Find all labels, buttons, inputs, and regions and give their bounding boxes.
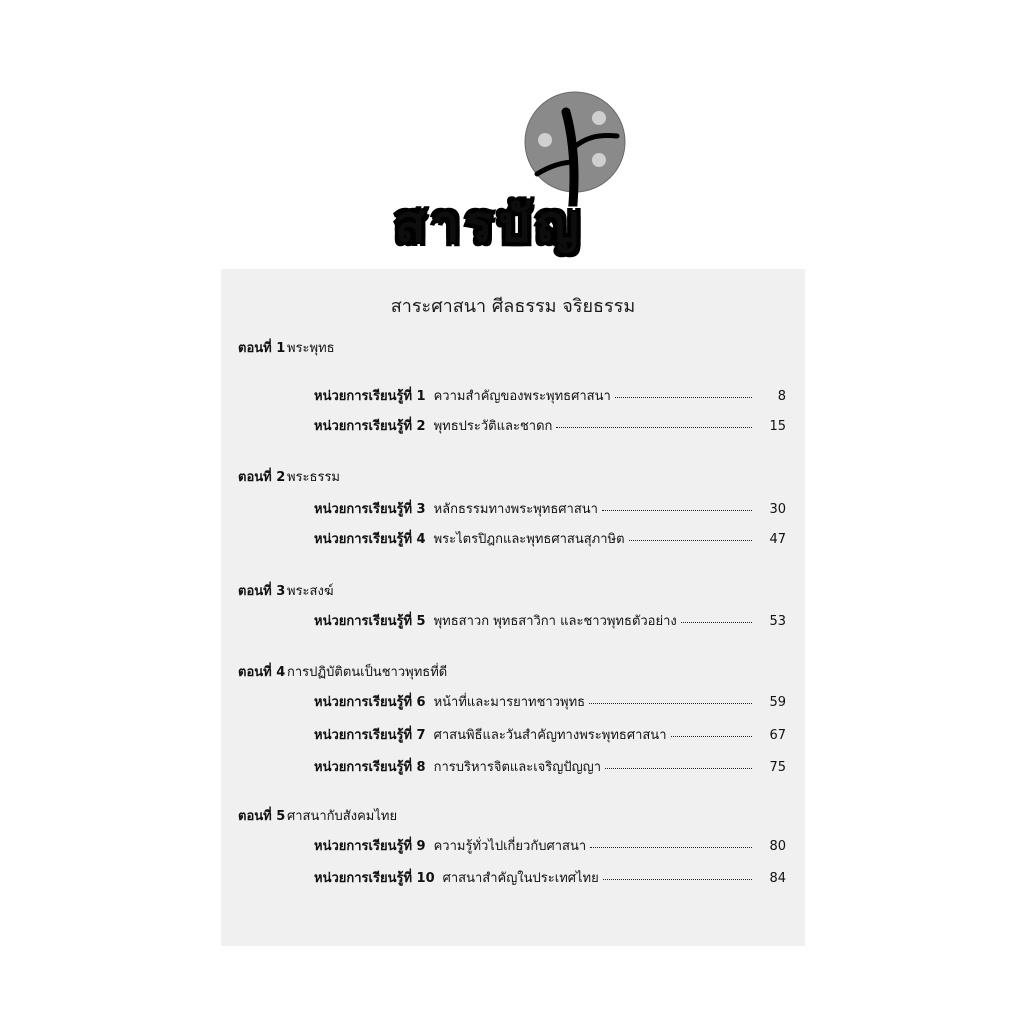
page-number: 84 [769, 871, 786, 886]
unit-label: หน่วยการเรียนรู้ที่ 10 [314, 871, 435, 886]
page-number: 80 [769, 839, 786, 854]
unit-title: พุทธสาวก พุทธสาวิกา และชาวพุทธตัวอย่าง [433, 614, 677, 629]
toc-entry[interactable] [314, 528, 786, 548]
toc-entry[interactable] [314, 867, 786, 887]
part-title: พระสงฆ์ [287, 584, 334, 599]
unit-title: ศาสนพิธีและวันสำคัญทางพระพุทธศาสนา [433, 728, 667, 743]
page-number: 67 [769, 728, 786, 743]
part-title: ศาสนากับสังคมไทย [287, 809, 398, 824]
unit-title: หลักธรรมทางพระพุทธศาสนา [433, 502, 598, 517]
unit-title: หน้าที่และมารยาทชาวพุทธ [433, 695, 586, 710]
toc-panel [221, 269, 805, 946]
toc-entry[interactable] [314, 691, 786, 711]
toc-entry[interactable] [314, 498, 786, 518]
unit-label: หน่วยการเรียนรู้ที่ 3 [314, 502, 426, 517]
part-label: ตอนที่ 4 [238, 665, 286, 680]
toc-entry[interactable] [314, 610, 786, 630]
unit-label: หน่วยการเรียนรู้ที่ 5 [314, 614, 426, 629]
part-title: พระพุทธ [287, 341, 335, 356]
part-label: ตอนที่ 2 [238, 470, 286, 485]
part-label: ตอนที่ 1 [238, 341, 286, 356]
dot-leader [603, 879, 752, 880]
dot-leader [629, 540, 752, 541]
unit-title: การบริหารจิตและเจริญปัญญา [433, 760, 602, 775]
page-number: 8 [777, 389, 786, 404]
dot-leader [589, 703, 752, 704]
unit-label: หน่วยการเรียนรู้ที่ 9 [314, 839, 426, 854]
unit-label: หน่วยการเรียนรู้ที่ 8 [314, 760, 426, 775]
unit-title: พุทธประวัติและชาดก [433, 419, 553, 434]
toc-entry[interactable] [314, 415, 786, 435]
dot-leader [602, 510, 752, 511]
page-number: 53 [769, 614, 786, 629]
unit-label: หน่วยการเรียนรู้ที่ 6 [314, 695, 426, 710]
dot-leader [681, 622, 752, 623]
unit-title: ความสำคัญของพระพุทธศาสนา [433, 389, 611, 404]
dot-leader [590, 847, 752, 848]
part-title: พระธรรม [287, 470, 341, 485]
page-number: 15 [769, 419, 786, 434]
unit-label: หน่วยการเรียนรู้ที่ 2 [314, 419, 426, 434]
toc-entry[interactable] [314, 385, 786, 405]
dot-leader [671, 736, 753, 737]
page-number: 30 [769, 502, 786, 517]
toc-entry[interactable] [314, 835, 786, 855]
page-title: สารบัญ [395, 195, 585, 253]
unit-title: พระไตรปิฎกและพุทธศาสนสุภาษิต [433, 532, 625, 547]
subject-title: สาระศาสนา ศีลธรรม จริยธรรม [390, 296, 636, 317]
dot-leader [605, 768, 752, 769]
part-title: การปฏิบัติตนเป็นชาวพุทธที่ดี [287, 665, 448, 680]
page-number: 59 [769, 695, 786, 710]
toc-entry[interactable] [314, 756, 786, 776]
dot-leader [615, 397, 752, 398]
page-number: 47 [769, 532, 786, 547]
part-label: ตอนที่ 3 [238, 584, 286, 599]
unit-label: หน่วยการเรียนรู้ที่ 7 [314, 728, 426, 743]
dot-leader [556, 427, 752, 428]
unit-label: หน่วยการเรียนรู้ที่ 1 [314, 389, 426, 404]
toc-entry[interactable] [314, 724, 786, 744]
part-label: ตอนที่ 5 [238, 809, 286, 824]
unit-title: ความรู้ทั่วไปเกี่ยวกับศาสนา [433, 839, 587, 854]
unit-title: ศาสนาสำคัญในประเทศไทย [442, 871, 599, 886]
page-number: 75 [769, 760, 786, 775]
unit-label: หน่วยการเรียนรู้ที่ 4 [314, 532, 426, 547]
